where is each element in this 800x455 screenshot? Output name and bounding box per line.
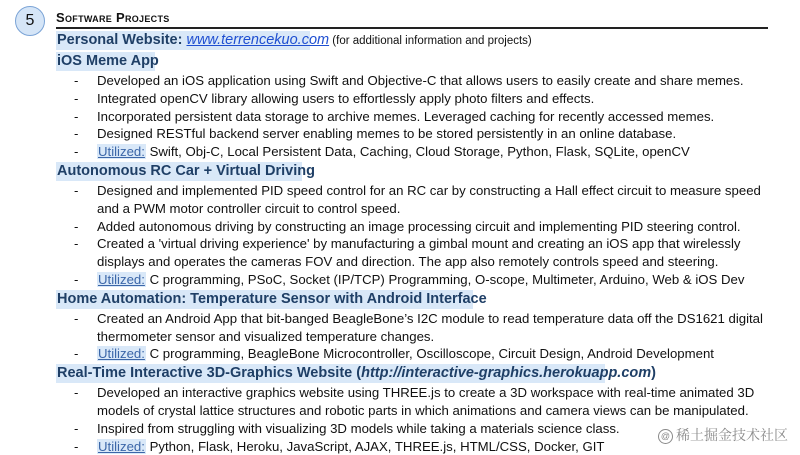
project-header-home-automation <box>0 289 800 310</box>
project-title: Home Automation: Temperature Sensor with Android Interface <box>57 290 487 307</box>
list-item: - Designed RESTful backend server enabling memes to be stored persistently in an online database. <box>74 126 677 142</box>
watermark-icon: @ <box>658 429 673 444</box>
section-divider <box>56 27 768 29</box>
section-number-badge: 5 <box>15 6 45 36</box>
project-title: Real-Time Interactive 3D-Graphics Website <box>57 365 357 382</box>
list-item: - Added autonomous driving by constructing an image processing circuit and implementing PID steering control. <box>74 218 741 234</box>
utilized-item: - Utilized: Swift, Obj-C, Local Persistent Data, Caching, Cloud Storage, Python, Flask, SQLite, openCV <box>74 144 690 160</box>
list-item: - Integrated openCV library allowing users to effortlessly apply photo filters and effects. <box>74 90 595 106</box>
website-link[interactable]: www.terrencekuo.com <box>186 32 330 48</box>
graphics-site-link[interactable]: http://interactive-graphics.herokuapp.com <box>361 365 652 382</box>
list-item: - Incorporated persistent data storage to archive memes. Leveraged caching for recently accessed memes. <box>74 108 715 124</box>
list-item: - Inspired from struggling with visualizing 3D models while taking a materials science class. <box>74 420 620 436</box>
list-item: - Developed an iOS application using Swift and Objective-C that allows users to easily create and share memes. <box>74 73 744 88</box>
utilized-item: - Utilized: Python, Flask, Heroku, JavaScript, AJAX, THREE.js, HTML/CSS, Docker, GIT <box>74 438 605 454</box>
utilized-label: Utilized: <box>98 438 145 454</box>
utilized-label: Utilized: <box>98 144 145 160</box>
section-title: Software Projects <box>56 10 170 25</box>
project-title: iOS Meme App <box>57 53 159 69</box>
list-item: - Created a 'virtual driving experience' by manufacturing a gimbal mount and creating an iOS app that wirelessly displays and operates the cameras FOV and direction. The app also remotely controls speed and steering. <box>74 236 741 270</box>
utilized-list: Swift, Obj-C, Local Persistent Data, Caching, Cloud Storage, Python, Flask, SQLite, openCV <box>145 144 690 160</box>
watermark <box>658 425 788 445</box>
project-header-3d-graphics: Real-Time Interactive 3D-Graphics Website (http://interactive-graphics.herokuapp.com) <box>57 365 656 382</box>
utilized-label: Utilized: <box>98 346 145 362</box>
project-header-personal-website <box>0 30 800 51</box>
utilized-list: Python, Flask, Heroku, JavaScript, AJAX, THREE.js, HTML/CSS, Docker, GIT <box>145 438 605 454</box>
projects-list <box>0 30 800 455</box>
list-item: - Developed an interactive graphics website using THREE.js to create a 3D workspace with real-time animated 3D models of crystal lattice structures and robotic parts in which animations and camera views can be manipulated. <box>74 385 755 418</box>
utilized-list: C programming, PSoC, Socket (IP/TCP) Programming, O-scope, Multimeter, Arduino, Web & iOS Dev <box>145 271 745 287</box>
utilized-item: - Utilized: C programming, PSoC, Socket (IP/TCP) Programming, O-scope, Multimeter, Arduino, Web & iOS Dev <box>74 271 745 287</box>
project-note: (for additional information and projects) <box>329 35 532 47</box>
project-header-ios-meme-app <box>0 51 800 72</box>
utilized-list: C programming, BeagleBone Microcontroller, Oscilloscope, Circuit Design, Android Development <box>145 346 714 362</box>
watermark-text: 稀土掘金技术社区 <box>676 427 788 443</box>
project-title: Autonomous RC Car + Virtual Driving <box>57 162 315 179</box>
utilized-item: - Utilized: C programming, BeagleBone Microcontroller, Oscilloscope, Circuit Design, Android Development <box>74 346 714 362</box>
list-item: - Created an Android App that bit-banged BeagleBone’s I2C module to read temperature data off the DS1621 digital thermometer sensor and visualized temperature changes. <box>74 310 763 344</box>
project-header-rc-car <box>0 161 800 182</box>
list-item: - Designed and implemented PID speed control for an RC car by constructing a Hall effect circuit to measure speed and a PWM motor controller circuit to control speed. <box>74 182 761 216</box>
project-title: Personal Website: <box>57 32 187 48</box>
utilized-label: Utilized: <box>98 271 145 287</box>
